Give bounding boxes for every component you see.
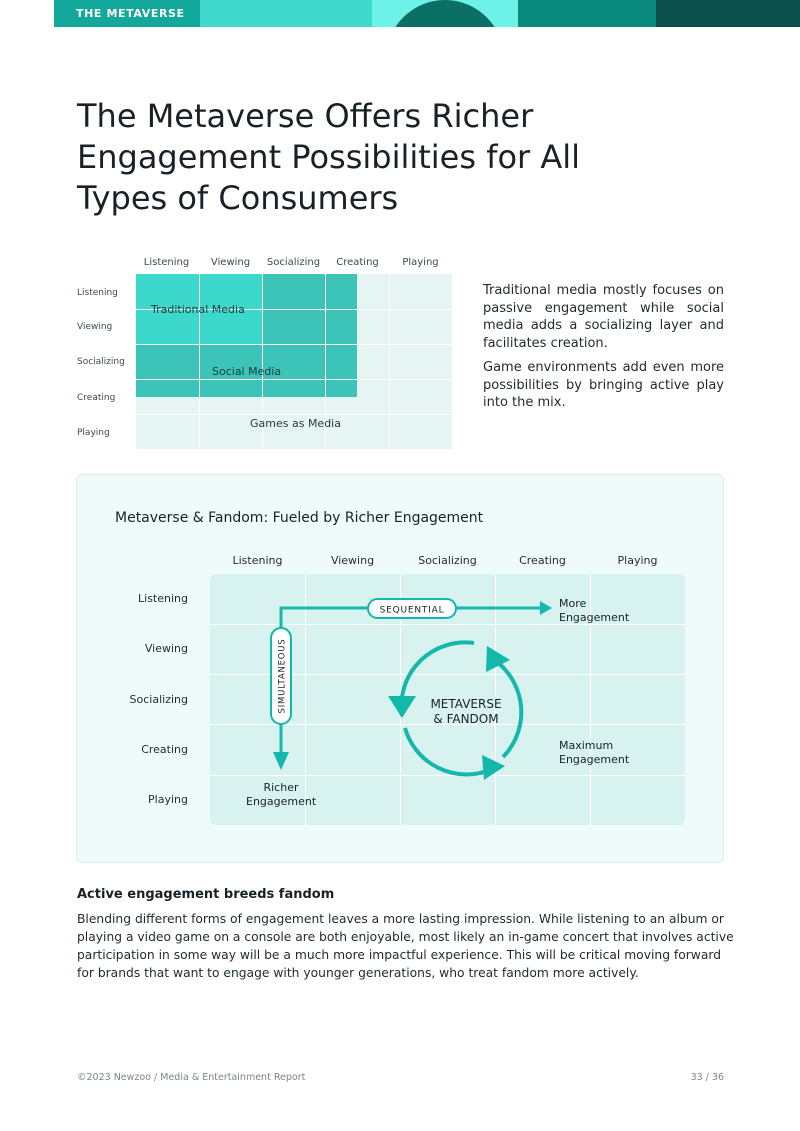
label-line: Engagement [559, 610, 630, 624]
section-heading: Active engagement breeds fandom [77, 887, 335, 902]
panel-col-label: Creating [519, 554, 566, 567]
page-number: 33 / 36 [690, 1072, 724, 1083]
panel-col-label: Viewing [330, 554, 375, 567]
mini-col-label: Viewing [210, 257, 251, 268]
cycle-arc-bottom [405, 728, 490, 774]
footer-copyright: ©2023 Newzoo / Media & Entertainment Report [77, 1072, 306, 1083]
center-label: & FANDOM [433, 712, 499, 726]
traditional-media-label: Traditional Media [151, 303, 245, 316]
maximum-engagement-label [559, 739, 629, 766]
social-media-label: Social Media [212, 365, 282, 378]
richer-engagement-label [246, 781, 316, 808]
mini-col-label: Socializing [266, 257, 321, 268]
simultaneous-arrowhead [273, 752, 289, 770]
label-line: Richer [263, 781, 299, 794]
games-as-media-label: Games as Media [250, 417, 341, 430]
page-title: The Metaverse Offers Richer Engagement Possibilities for All Types of Consumers [77, 97, 581, 217]
more-engagement-label [559, 597, 629, 624]
panel-row-label: Socializing [129, 693, 188, 706]
mini-row-label: Socializing [77, 357, 125, 367]
section-body: Blending different forms of engagement leaves a more lasting impression. While listening to an album or playing a video game on a console are both enjoyable, most likely an in-game concert that involves active participation in some way will be a much more impactful experience. This will be critical moving forward for brands that want to engage with younger generations, who treat fandom more actively. [77, 912, 734, 980]
center-label: METAVERSE [430, 697, 502, 711]
label-line: Engagement [559, 752, 630, 766]
label-line: More [559, 597, 587, 610]
label-line: Maximum [559, 739, 614, 752]
mini-row-label: Playing [77, 428, 110, 438]
cycle-arrowhead [388, 696, 416, 718]
mini-col-label: Playing [402, 257, 439, 268]
panel-col-label: Socializing [418, 554, 477, 567]
mini-col-label: Creating [336, 257, 379, 268]
sequential-arrow [281, 605, 545, 760]
panel-row-label: Listening [138, 592, 188, 605]
panel-title: Metaverse & Fandom: Fueled by Richer Engagement [115, 510, 484, 526]
panel-col-label: Playing [617, 554, 658, 567]
cycle-arrowhead [482, 755, 505, 780]
mini-col-label: Listening [143, 257, 190, 268]
side-paragraph: Traditional media mostly focuses on passive engagement while social media adds a socializing layer and facilitates creation. [483, 283, 724, 351]
mini-row-label: Viewing [77, 322, 113, 332]
simultaneous-label: SIMULTANEOUS [277, 638, 288, 714]
sequential-arrowhead [540, 601, 552, 615]
mini-row-label: Creating [77, 393, 116, 403]
label-line: Engagement [246, 794, 317, 808]
mini-row-label: Listening [77, 288, 118, 298]
panel-col-label: Listening [232, 554, 283, 567]
sequential-label: SEQUENTIAL [379, 605, 445, 616]
side-paragraph: Game environments add even more possibilities by bringing active play into the mix. [483, 360, 724, 410]
panel-row-label: Playing [148, 793, 188, 806]
section-label: THE METAVERSE [76, 7, 185, 20]
panel-row-label: Viewing [144, 642, 188, 655]
panel-row-label: Creating [141, 743, 188, 756]
